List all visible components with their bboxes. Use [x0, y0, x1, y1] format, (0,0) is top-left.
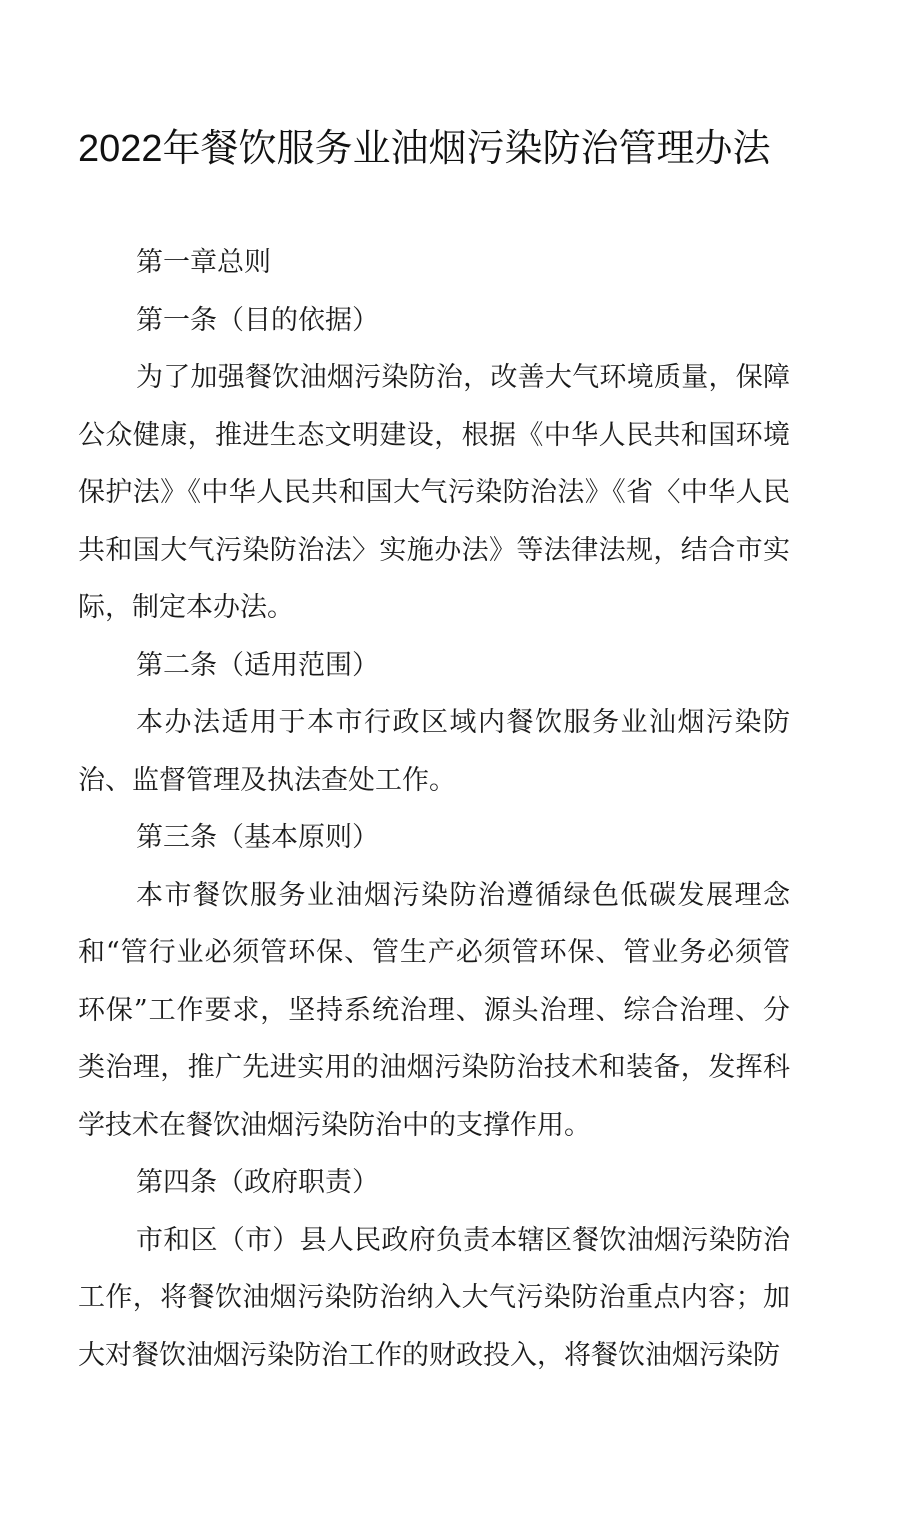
- article-4-heading: 第四条（政府职责）: [136, 1167, 379, 1198]
- article-1-text: 为了加强餐饮油烟污染防治，改善大气环境质量，保障公众健康，推进生态文明建设，根据《中华人民共和国环境保护法》《中华人民共和国大气污染防治法》《省〈中华人民共和国大气污染防治法〉实施办法》等法律法规，结合市实际，制定本办法。: [78, 362, 790, 623]
- document-body: [78, 234, 790, 1384]
- article-3-text: 本市餐饮服务业油烟污染防治遵循绿色低碳发展理念和“管行业必须管环保、管生产必须管环保、管业务必须管环保”工作要求，坚持系统治理、源头治理、综合治理、分类治理，推广先进实用的油烟污染防治技术和装备，发挥科学技术在餐饮油烟污染防治中的支撑作用。: [78, 879, 790, 1141]
- article-2-heading: 第二条（适用范围）: [136, 649, 379, 681]
- article-3-heading: 第三条（基本原则）: [136, 822, 379, 853]
- article-1-heading: 第一条（目的依据）: [136, 304, 379, 336]
- article-4-text: 市和区（市）县人民政府负责本辖区餐饮油烟污染防治工作，将餐饮油烟污染防治纳入大气污染防治重点内容；加大对餐饮油烟污染防治工作的财政投入，将餐饮油烟污染防: [78, 1224, 790, 1371]
- chapter-heading: 第一章总则: [136, 247, 271, 278]
- document-title: 2022年餐饮服务业油烟污染防治管理办法: [78, 128, 771, 170]
- article-2-text: 本办法适用于本市行政区域内餐饮服务业汕烟污染防治、监督管理及执法查处工作。: [78, 707, 790, 796]
